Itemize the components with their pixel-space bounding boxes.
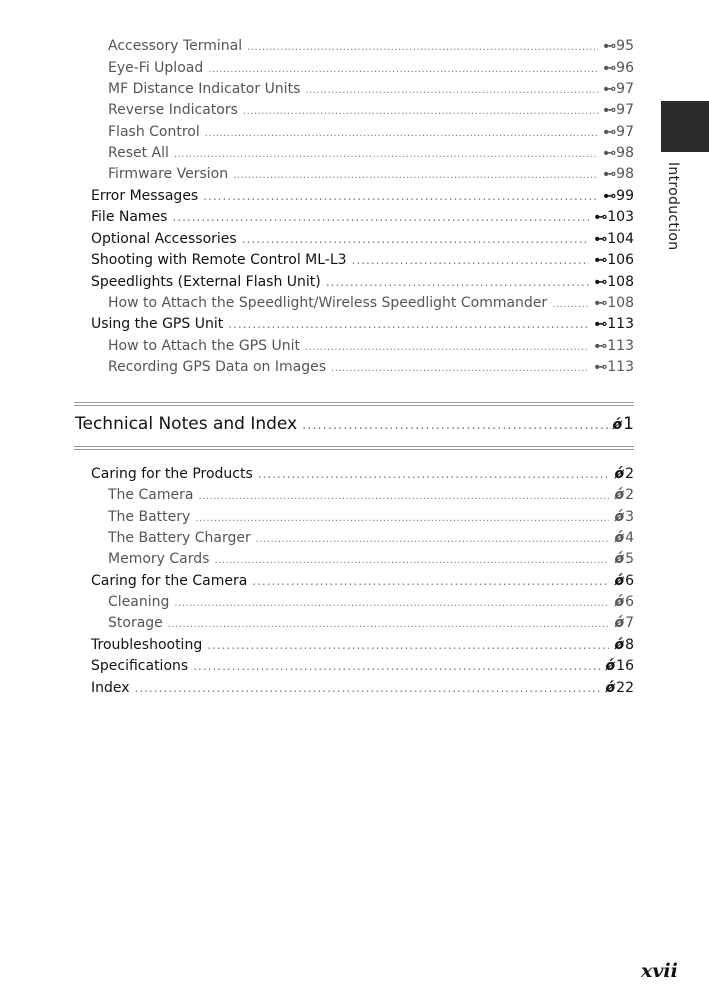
dot-leader <box>256 529 610 550</box>
toc-page-number: 99 <box>616 188 634 204</box>
reference-section-icon: ⊷ <box>594 253 605 268</box>
dot-leader <box>305 337 589 358</box>
dot-leader <box>258 464 610 485</box>
toc-page-number: 1 <box>623 414 634 434</box>
toc-entry[interactable] <box>108 528 634 549</box>
reference-section-icon: ⊷ <box>594 210 605 225</box>
toc-page-ref <box>603 122 634 143</box>
toc-entry-title: Reverse Indicators <box>108 102 238 118</box>
dot-leader <box>205 123 598 144</box>
toc-entry[interactable] <box>108 100 634 121</box>
dot-leader <box>242 229 590 250</box>
toc-entry[interactable] <box>91 656 634 677</box>
toc-entry[interactable] <box>108 36 634 57</box>
toc-page-ref <box>594 357 634 378</box>
dot-leader <box>198 486 609 507</box>
toc-page-number: 3 <box>625 509 634 525</box>
toc-entry[interactable] <box>108 164 634 185</box>
toc-page-ref <box>603 79 634 100</box>
toc-page-ref <box>594 336 634 357</box>
dot-leader <box>331 358 589 379</box>
toc-page-number: 103 <box>607 209 634 225</box>
toc-page-number: 98 <box>616 145 634 161</box>
reference-section-icon: ⊷ <box>603 125 614 140</box>
toc-entry[interactable] <box>91 314 634 335</box>
toc-page-ref <box>614 464 634 485</box>
toc-entry-title: Memory Cards <box>108 551 210 567</box>
reference-section-icon: ⊷ <box>603 167 614 182</box>
toc-entry-title: The Battery Charger <box>108 530 251 546</box>
toc-entry-title: Caring for the Camera <box>91 573 248 589</box>
toc-page-ref <box>594 229 634 250</box>
toc-entry-title: Optional Accessories <box>91 231 237 247</box>
toc-page-ref <box>606 656 634 677</box>
toc-entry[interactable] <box>108 549 634 570</box>
dot-leader <box>174 593 609 614</box>
toc-entry-title: File Names <box>91 209 168 225</box>
technical-notes-icon: ǿ <box>614 594 625 610</box>
toc-page-ref <box>614 635 634 656</box>
reference-section-icon: ⊷ <box>603 82 614 97</box>
toc-page-number: 113 <box>607 338 634 354</box>
reference-section-icon: ⊷ <box>594 232 605 247</box>
toc-page-number: 104 <box>607 231 634 247</box>
toc-entry-title: The Camera <box>108 487 194 503</box>
technical-notes-icon: ǿ <box>612 417 623 433</box>
toc-entry[interactable] <box>91 229 634 250</box>
toc-entry[interactable] <box>108 357 634 378</box>
toc-entry[interactable] <box>91 678 634 699</box>
toc-page-number: 97 <box>616 102 634 118</box>
toc-page-ref <box>606 678 634 699</box>
dot-leader <box>233 165 598 186</box>
dot-leader <box>172 207 589 228</box>
technical-notes-icon: ǿ <box>614 551 625 567</box>
toc-entry[interactable] <box>108 507 634 528</box>
reference-section-icon: ⊷ <box>603 146 614 161</box>
dot-leader <box>302 414 607 438</box>
toc-entry-title: Shooting with Remote Control ML-L3 <box>91 252 347 268</box>
technical-notes-icon: ǿ <box>614 637 625 653</box>
reference-section-icon: ⊷ <box>603 61 614 76</box>
dot-leader <box>174 144 598 165</box>
technical-notes-icon: ǿ <box>605 680 616 696</box>
toc-page-number: 6 <box>625 594 634 610</box>
dot-leader <box>228 314 589 335</box>
toc-entry-title: Technical Notes and Index <box>75 414 298 434</box>
toc-page-number: 22 <box>616 680 634 696</box>
toc-entry[interactable] <box>108 122 634 143</box>
toc-entry-title: Firmware Version <box>108 166 229 182</box>
reference-section-icon: ⊷ <box>594 275 605 290</box>
dot-leader <box>193 656 600 677</box>
dot-leader <box>552 294 589 315</box>
toc-page-ref <box>603 100 634 121</box>
reference-section-icon: ⊷ <box>594 339 605 354</box>
dot-leader <box>352 250 590 271</box>
toc-page-number: 97 <box>616 81 634 97</box>
toc-page-number: 97 <box>616 124 634 140</box>
toc-entry-title: How to Attach the Speedlight/Wireless Speedlight Commander <box>108 295 548 311</box>
toc-page-ref <box>594 250 634 271</box>
toc-page-ref <box>614 507 634 528</box>
toc-entry[interactable] <box>108 58 634 79</box>
toc-page-number: 4 <box>625 530 634 546</box>
toc-page-ref <box>594 314 634 335</box>
toc-page-ref <box>614 549 634 570</box>
toc-page-number: 7 <box>625 615 634 631</box>
toc-page-ref <box>613 412 634 437</box>
toc-entry-title: Storage <box>108 615 163 631</box>
toc-entry-title: Reset All <box>108 145 169 161</box>
dot-leader <box>214 550 609 571</box>
toc-entry-title: Eye-Fi Upload <box>108 60 204 76</box>
toc-page-number: 96 <box>616 60 634 76</box>
technical-notes-icon: ǿ <box>614 509 625 525</box>
page-number: xvii <box>641 960 678 982</box>
reference-section-icon: ⊷ <box>603 189 614 204</box>
toc-page-number: 8 <box>625 637 634 653</box>
toc-page-number: 108 <box>607 274 634 290</box>
chapter-tab-marker <box>661 101 709 152</box>
toc-page-ref <box>594 293 634 314</box>
toc-page-ref <box>603 186 634 207</box>
toc-entry-title: Specifications <box>91 658 189 674</box>
toc-page-number: 16 <box>616 658 634 674</box>
toc-page-number: 106 <box>607 252 634 268</box>
toc-entry-title: Caring for the Products <box>91 466 253 482</box>
reference-section-icon: ⊷ <box>603 39 614 54</box>
toc-page-ref <box>614 592 634 613</box>
toc-entry[interactable] <box>91 186 634 207</box>
technical-notes-icon: ǿ <box>614 530 625 546</box>
toc-entry-title: Speedlights (External Flash Unit) <box>91 274 321 290</box>
toc-page-number: 113 <box>607 316 634 332</box>
toc-page-ref <box>603 36 634 57</box>
toc-entry-title: How to Attach the GPS Unit <box>108 338 300 354</box>
section-rule-bottom <box>74 446 634 450</box>
toc-page-ref <box>594 272 634 293</box>
dot-leader <box>208 59 598 80</box>
toc-entry-title: Troubleshooting <box>91 637 203 653</box>
toc-page-number: 113 <box>607 359 634 375</box>
toc-entry[interactable] <box>108 592 634 613</box>
toc-page-ref <box>603 164 634 185</box>
toc-entry[interactable] <box>108 293 634 314</box>
toc-page-ref <box>614 485 634 506</box>
section-rule-top <box>74 402 634 406</box>
toc-entry-title: Error Messages <box>91 188 199 204</box>
technical-notes-icon: ǿ <box>614 573 625 589</box>
toc-page-ref <box>614 571 634 592</box>
toc-entry-title: Recording GPS Data on Images <box>108 359 327 375</box>
toc-entry[interactable] <box>108 336 634 357</box>
technical-notes-icon: ǿ <box>614 487 625 503</box>
reference-section-icon: ⊷ <box>594 317 605 332</box>
toc-page-number: 2 <box>625 487 634 503</box>
toc-entry[interactable] <box>91 464 634 485</box>
toc-page-number: 98 <box>616 166 634 182</box>
toc-entry[interactable] <box>108 143 634 164</box>
toc-entry-title: MF Distance Indicator Units <box>108 81 301 97</box>
toc-entry-title: Cleaning <box>108 594 170 610</box>
toc-entry-title: Flash Control <box>108 124 200 140</box>
dot-leader <box>195 508 609 529</box>
toc-page-ref <box>603 58 634 79</box>
toc-entry-title: The Battery <box>108 509 191 525</box>
dot-leader <box>326 272 590 293</box>
toc-entry[interactable] <box>91 635 634 656</box>
toc-entry[interactable] <box>91 272 634 293</box>
toc-page-number: 5 <box>625 551 634 567</box>
toc-page-ref <box>614 528 634 549</box>
reference-section-icon: ⊷ <box>594 296 605 311</box>
toc-page-number: 6 <box>625 573 634 589</box>
toc-entry[interactable] <box>108 485 634 506</box>
toc-entry[interactable] <box>108 613 634 634</box>
dot-leader <box>243 101 598 122</box>
technical-notes-icon: ǿ <box>614 466 625 482</box>
dot-leader <box>305 80 598 101</box>
chapter-tab-label: Introduction <box>665 162 681 251</box>
technical-notes-icon: ǿ <box>605 658 616 674</box>
dot-leader <box>203 186 598 207</box>
toc-entry[interactable] <box>108 79 634 100</box>
dot-leader <box>135 678 601 699</box>
toc-page-number: 95 <box>616 38 634 54</box>
toc-page-ref <box>594 207 634 228</box>
toc-entry[interactable] <box>91 571 634 592</box>
technical-notes-icon: ǿ <box>614 615 625 631</box>
toc-page-number: 108 <box>607 295 634 311</box>
toc-entry[interactable] <box>91 250 634 271</box>
reference-section-icon: ⊷ <box>594 360 605 375</box>
toc-entry-title: Index <box>91 680 130 696</box>
toc-section-heading[interactable] <box>75 412 634 436</box>
dot-leader <box>247 37 598 58</box>
toc-entry[interactable] <box>91 207 634 228</box>
dot-leader <box>252 571 609 592</box>
dot-leader <box>168 614 610 635</box>
toc-page-ref <box>603 143 634 164</box>
reference-section-icon: ⊷ <box>603 103 614 118</box>
toc-entry-title: Accessory Terminal <box>108 38 243 54</box>
toc-page-ref <box>614 613 634 634</box>
dot-leader <box>207 635 609 656</box>
toc-entry-title: Using the GPS Unit <box>91 316 224 332</box>
toc-page-number: 2 <box>625 466 634 482</box>
